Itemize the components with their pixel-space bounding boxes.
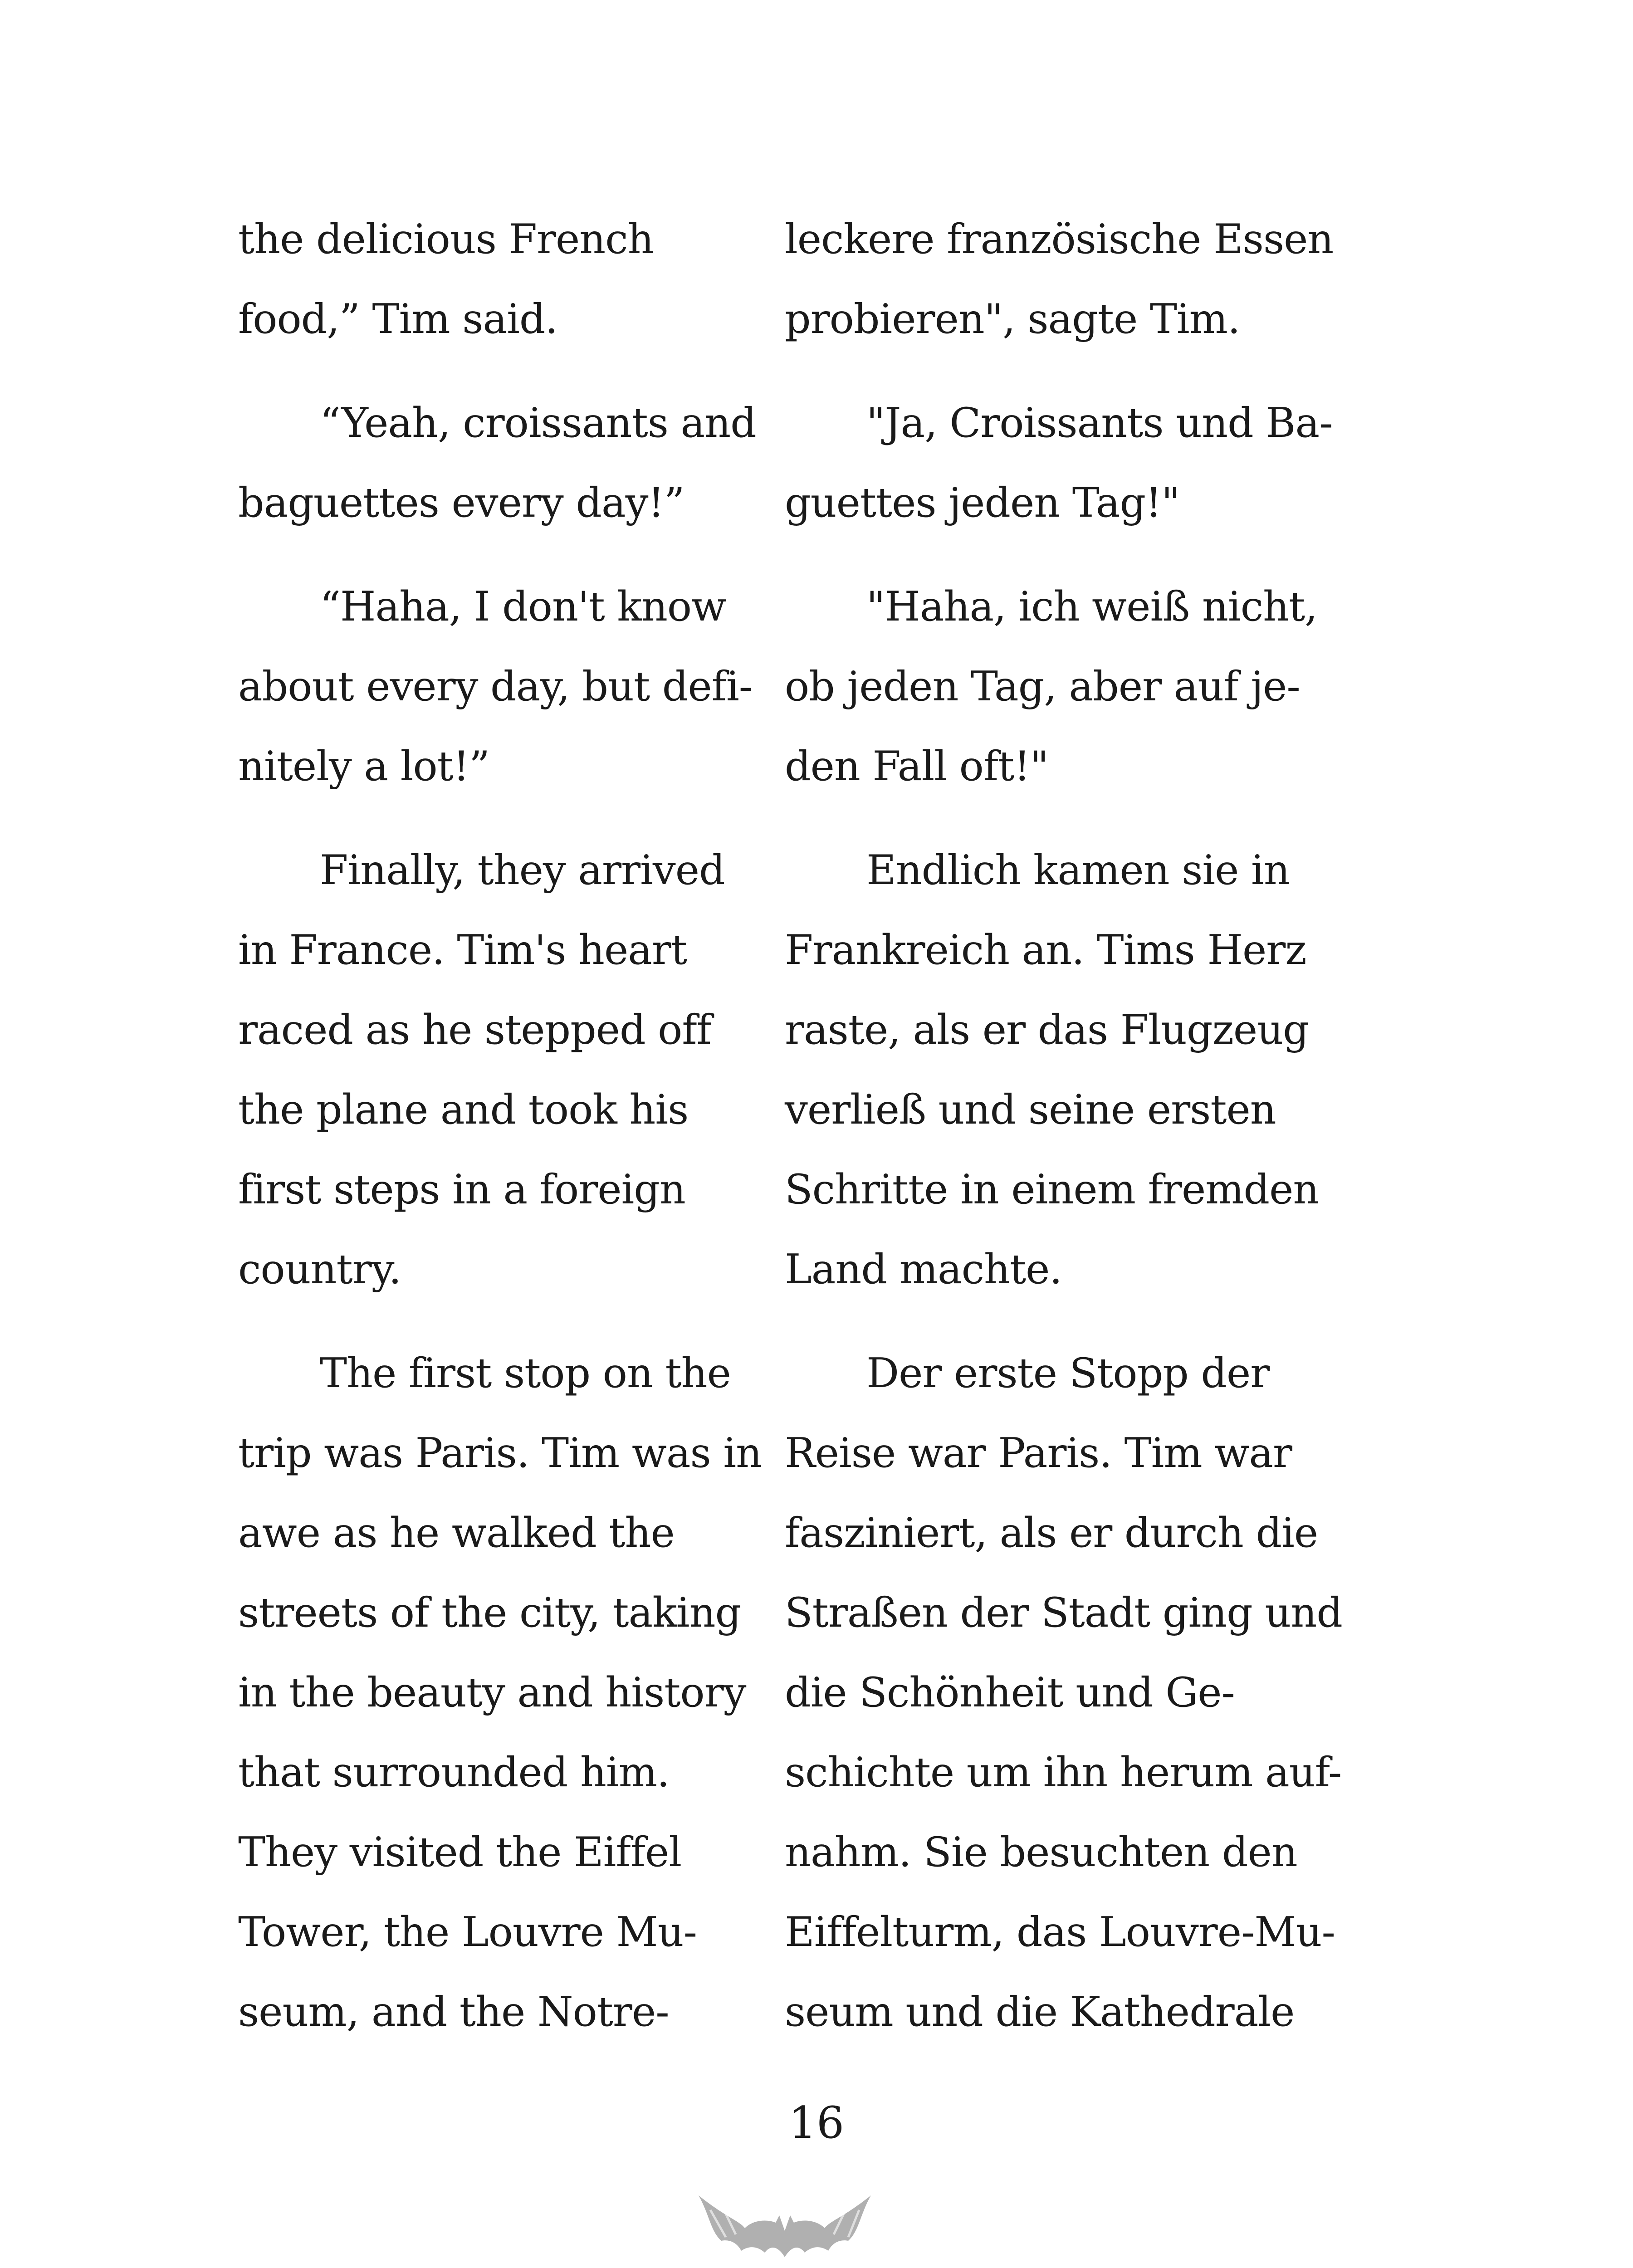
text-line: "Haha, ich weiß nicht, bbox=[866, 583, 1317, 631]
text-line: “Haha, I don't know bbox=[320, 583, 726, 631]
text-line: that surrounded him. bbox=[238, 1749, 670, 1796]
text-line: the delicious French bbox=[238, 215, 654, 263]
text-line: leckere französische Essen bbox=[785, 215, 1334, 263]
text-line: Schritte in einem fremden bbox=[785, 1166, 1319, 1213]
text-line: trip was Paris. Tim was in bbox=[238, 1429, 762, 1477]
text-line: "Ja, Croissants und Ba- bbox=[866, 399, 1333, 447]
text-line: They visited the Eiffel bbox=[238, 1828, 682, 1876]
text-line: guettes jeden Tag!" bbox=[785, 479, 1180, 527]
text-line: probieren", sagte Tim. bbox=[785, 295, 1240, 343]
paragraph bbox=[785, 383, 1352, 543]
text-line: The first stop on the bbox=[320, 1349, 731, 1397]
english-column bbox=[238, 200, 773, 2052]
text-line: seum und die Kathedrale bbox=[785, 1988, 1295, 2036]
text-line: raced as he stepped off bbox=[238, 1006, 711, 1054]
paragraph bbox=[238, 567, 773, 807]
text-line: awe as he walked the bbox=[238, 1509, 675, 1557]
text-line: in France. Tim's heart bbox=[238, 926, 687, 974]
paragraph bbox=[785, 831, 1352, 1310]
bat-icon bbox=[694, 2177, 875, 2268]
text-line: Reise war Paris. Tim war bbox=[785, 1429, 1292, 1477]
text-line: first steps in a foreign bbox=[238, 1166, 685, 1213]
text-line: streets of the city, taking bbox=[238, 1589, 741, 1637]
text-line: seum, and the Notre- bbox=[238, 1988, 669, 2036]
paragraph bbox=[238, 1334, 773, 2052]
text-line: die Schönheit und Ge- bbox=[785, 1669, 1235, 1716]
text-line: nitely a lot!” bbox=[238, 743, 489, 790]
paragraph bbox=[238, 200, 773, 359]
text-line: Straßen der Stadt ging und bbox=[785, 1589, 1342, 1637]
text-line: in the beauty and history bbox=[238, 1669, 746, 1716]
paragraph bbox=[785, 200, 1352, 359]
text-line: Der erste Stopp der bbox=[866, 1349, 1270, 1397]
text-line: raste, als er das Flugzeug bbox=[785, 1006, 1309, 1054]
text-line: Endlich kamen sie in bbox=[866, 846, 1290, 894]
text-line: ob jeden Tag, aber auf je- bbox=[785, 663, 1300, 710]
text-line: food,” Tim said. bbox=[238, 295, 558, 343]
text-line: den Fall oft!" bbox=[785, 743, 1048, 790]
text-line: Land machte. bbox=[785, 1246, 1062, 1293]
german-column bbox=[785, 200, 1352, 2052]
paragraph bbox=[785, 567, 1352, 807]
text-line: about every day, but defi- bbox=[238, 663, 753, 710]
text-line: fasziniert, als er durch die bbox=[785, 1509, 1318, 1557]
paragraph bbox=[238, 383, 773, 543]
text-line: schichte um ihn herum auf- bbox=[785, 1749, 1342, 1796]
text-line: country. bbox=[238, 1246, 401, 1293]
text-line: Finally, they arrived bbox=[320, 846, 725, 894]
paragraph bbox=[238, 831, 773, 1310]
text-line: Eiffelturm, das Louvre-Mu- bbox=[785, 1908, 1335, 1956]
text-line: the plane and took his bbox=[238, 1086, 689, 1134]
text-line: “Yeah, croissants and bbox=[320, 399, 756, 447]
text-line: Frankreich an. Tims Herz bbox=[785, 926, 1306, 974]
text-line: nahm. Sie besuchten den bbox=[785, 1828, 1297, 1876]
text-line: verließ und seine ersten bbox=[785, 1086, 1276, 1134]
text-line: baguettes every day!” bbox=[238, 479, 684, 527]
page-number: 16 bbox=[788, 2097, 845, 2148]
text-line: Tower, the Louvre Mu- bbox=[238, 1908, 697, 1956]
paragraph bbox=[785, 1334, 1352, 2052]
